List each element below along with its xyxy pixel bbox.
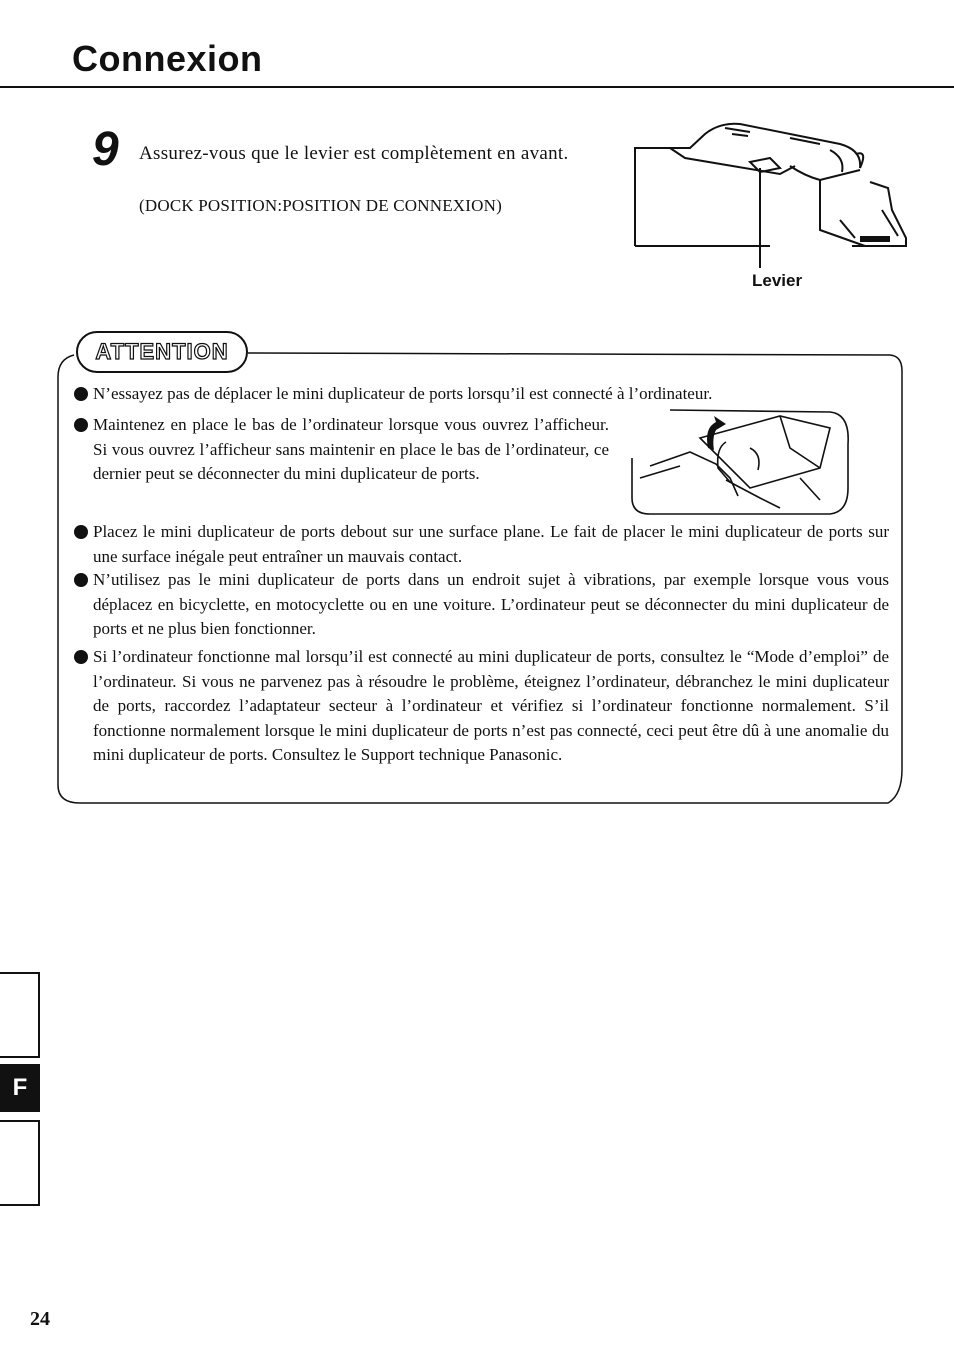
attention-badge xyxy=(76,331,248,373)
language-tab-f: F xyxy=(0,1064,40,1112)
attention-item-2: Maintenez en place le bas de l’ordinateur lorsque vous ouvrez l’afficheur. Si vous ouvrez l’afficheur sans maintenir en place le bas de l’ordinateur, ce dernier peut se déconnecter du mini duplicateur de ports. xyxy=(74,413,609,487)
attention-item-1: N’essayez pas de déplacer le mini duplicateur de ports lorsqu’il est connecté à l’ordinateur. xyxy=(74,382,889,407)
page-number: 24 xyxy=(30,1308,50,1330)
attention-label: ATTENTION xyxy=(95,339,229,364)
dock-lever-illustration-icon xyxy=(630,110,914,270)
bullet-icon xyxy=(74,418,88,432)
attention-item-3: Placez le mini duplicateur de ports debout sur une surface plane. Le fait de placer le mini duplicateur de ports sur une surface inégale peut entraîner un mauvais contact. xyxy=(74,520,889,569)
bullet-icon xyxy=(74,387,88,401)
bullet-icon xyxy=(74,573,88,587)
side-tab-lower xyxy=(0,1120,40,1206)
attention-item-5: Si l’ordinateur fonctionne mal lorsqu’il est connecté au mini duplicateur de ports, consultez le “Mode d’emploi” de l’ordinateur. Si vous ne parvenez pas à résoudre le problème, éteignez l’ordinateur, débranchez le mini duplicateur de ports, raccordez l’adaptateur secteur à l’ordinateur et vérifiez si l’ordinateur fonctionne normalement. S’il fonctionne normalement lorsque le mini duplicateur de ports n’est pas connecté, ceci peut être dû à une anomalie du mini duplicateur de ports. Consultez le Support technique Panasonic. xyxy=(74,645,889,768)
step-dock-position-note: (DOCK POSITION:POSITION DE CONNEXION) xyxy=(139,196,502,215)
side-tab-upper xyxy=(0,972,40,1058)
title-divider xyxy=(0,86,954,88)
page-title: Connexion xyxy=(72,38,263,79)
hands-holding-computer-illustration-icon xyxy=(630,408,854,520)
bullet-icon xyxy=(74,525,88,539)
step-number: 9 xyxy=(92,123,119,176)
levier-label: Levier xyxy=(752,271,803,290)
bullet-icon xyxy=(74,650,88,664)
step-instruction: Assurez-vous que le levier est complètement en avant. xyxy=(139,143,569,164)
attention-item-4: N’utilisez pas le mini duplicateur de ports dans un endroit sujet à vibrations, par exemple lorsque vous vous déplacez en bicyclette, en motocyclette ou en une voiture. L’ordinateur peut se déconnecter du mini duplicateur de ports et ne plus bien fonctionner. xyxy=(74,568,889,642)
